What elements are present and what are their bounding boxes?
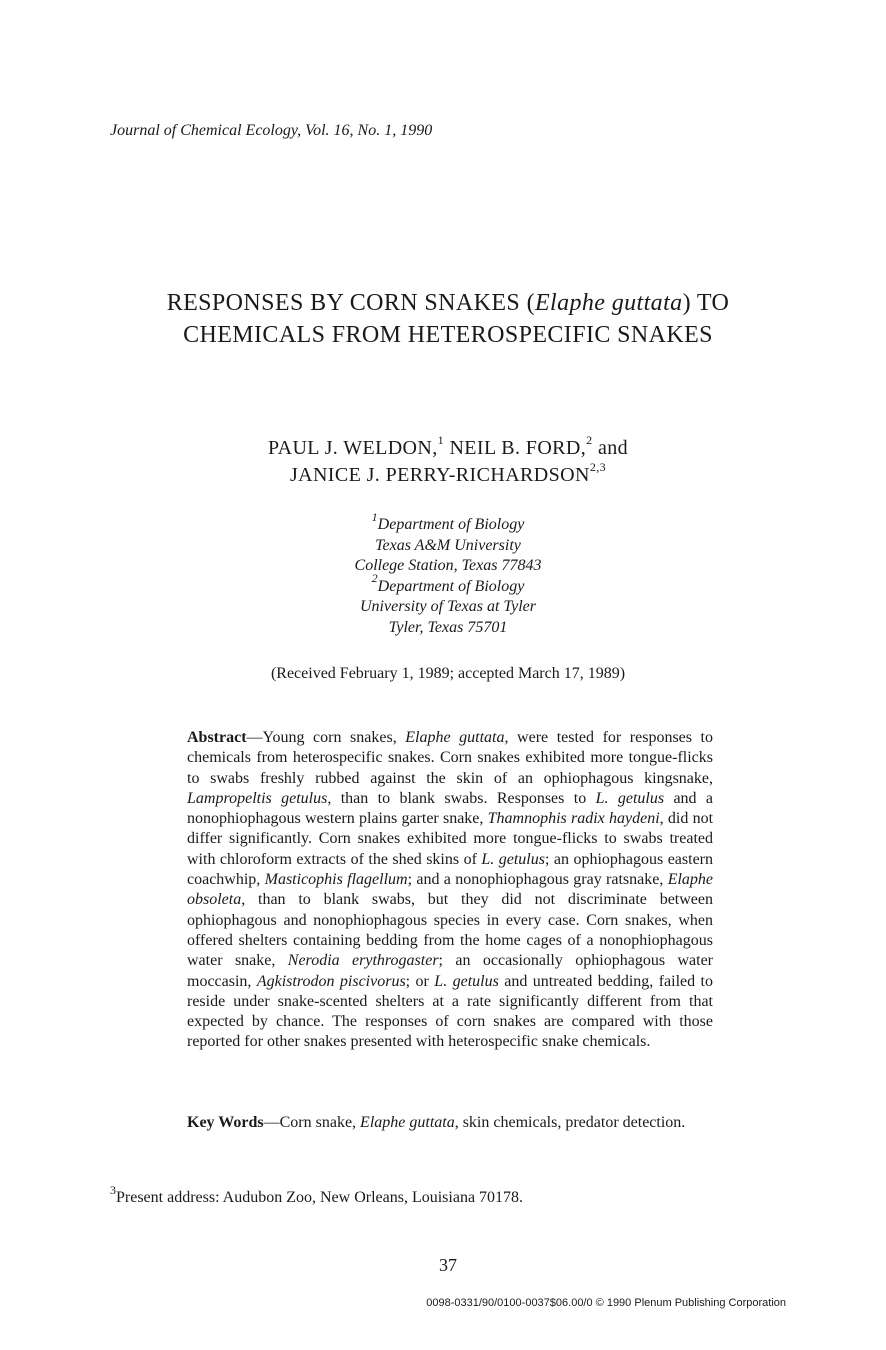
journal-citation: Journal of Chemical Ecology, Vol. 16, No. 1, 1990 [110,122,433,139]
text-segment: , than to blank swabs. Responses to [327,789,596,807]
page-number: 37 [439,1255,457,1275]
affiliations [300,509,596,638]
keywords-body [264,1114,686,1131]
title-part1: RESPONSES BY CORN SNAKES ( [166,290,535,316]
author-1: PAUL J. WELDON, [267,437,438,459]
author-3: JANICE J. PERRY-RICHARDSON [289,464,590,486]
text-segment: —Corn snake, [263,1114,361,1131]
copyright-line: 0098-0331/90/0100-0037$06.00/0 © 1990 Plenum Publishing Corporation [426,1297,786,1309]
italic-term: Elaphe guttata [405,729,505,746]
italic-term: Masticophis flagellum [264,871,408,889]
text-segment: ; an ophiophagous eastern coachwhip, [187,850,714,889]
italic-term: Elaphe obsoleta [187,871,714,909]
keywords [187,1112,713,1133]
text-segment: , than to blank swabs, but they did not discriminate between ophiophagous and nonophiophagous species in every case. Corn snakes, when offered shelters containing bedding from the home cages of a nonophiophagous water snake, [187,891,713,970]
keywords-label: Key Words [187,1114,264,1131]
footnote-marker: 3 [110,1182,116,1197]
title-line2: CHEMICALS FROM HETEROSPECIFIC SNAKES [183,322,713,348]
abstract-body [187,729,713,1050]
italic-term: L. getulus [481,850,545,868]
affiliation-2-sup: 2 [371,571,378,586]
author-3-affil: 2,3 [589,460,607,475]
abstract-label: Abstract [187,729,247,746]
text-segment: and untreated bedding, failed to reside under snake-scented shelters at a rate significantly different from that expected by chance. The responses of corn snakes are compared with those reported for other snakes presented with heterospecific snake chemicals. [187,972,713,1051]
text-segment: and a nonophiophagous western plains garter snake, [187,789,714,828]
text-segment: , were tested for responses to chemicals from heterospecific snakes. Corn snakes exhibited more tongue-flicks to swabs freshly rubbed against the skin of an ophiophagous kingsnake, [187,729,713,787]
text-segment: ; an occasionally ophiophagous water moccasin, [187,952,713,990]
italic-term: Agkistrodon piscivorus [256,972,406,990]
affiliation-1-city: College Station, Texas 77843 [354,557,542,574]
author-2: NEIL B. FORD, [449,437,587,459]
affiliation-2-inst: University of Texas at Tyler [360,598,536,615]
affiliation-1-dept: $^1$Department of Biology [371,509,525,533]
affiliation-1-inst: Texas A&M University [375,536,521,554]
author-1-affil: 1 [437,433,445,448]
affiliation-2-city: Tyler, Texas 75701 [388,618,508,636]
footnote-text: Present address: Audubon Zoo, New Orleans, Louisiana 70178. [116,1189,524,1206]
footnote [110,1182,524,1207]
italic-term: Elaphe guttata [360,1114,455,1131]
article-title [60,287,836,351]
italic-term: L. getulus [434,972,499,990]
italic-term: Nerodia erythrogaster [287,952,439,970]
text-segment: ; or [405,972,435,990]
text-segment: ; and a nonophiophagous gray ratsnake, [407,871,668,889]
text-segment: , did not differ significantly. Corn snakes exhibited more tongue-flicks to swabs treated with chloroform extracts of the shed skins of [187,810,714,868]
abstract [187,728,713,1053]
received-dates: (Received February 1, 1989; accepted March 17, 1989) [270,665,626,682]
title-species: Elaphe guttata [534,290,683,316]
text-segment: —Young corn snakes, [246,729,406,746]
author-conjunction: and [597,437,629,459]
author-2-affil: 2 [586,433,593,448]
italic-term: Lampropeltis getulus [187,789,328,807]
author-list [60,435,836,489]
affiliation-2-dept: $^2$Department of Biology [371,571,525,595]
text-segment: , skin chemicals, predator detection. [454,1114,686,1131]
affiliation-1-sup: 1 [371,509,378,524]
italic-term: L. getulus [595,789,665,807]
title-part2: ) TO [682,290,730,316]
italic-term: Thamnophis radix haydeni [487,810,660,828]
